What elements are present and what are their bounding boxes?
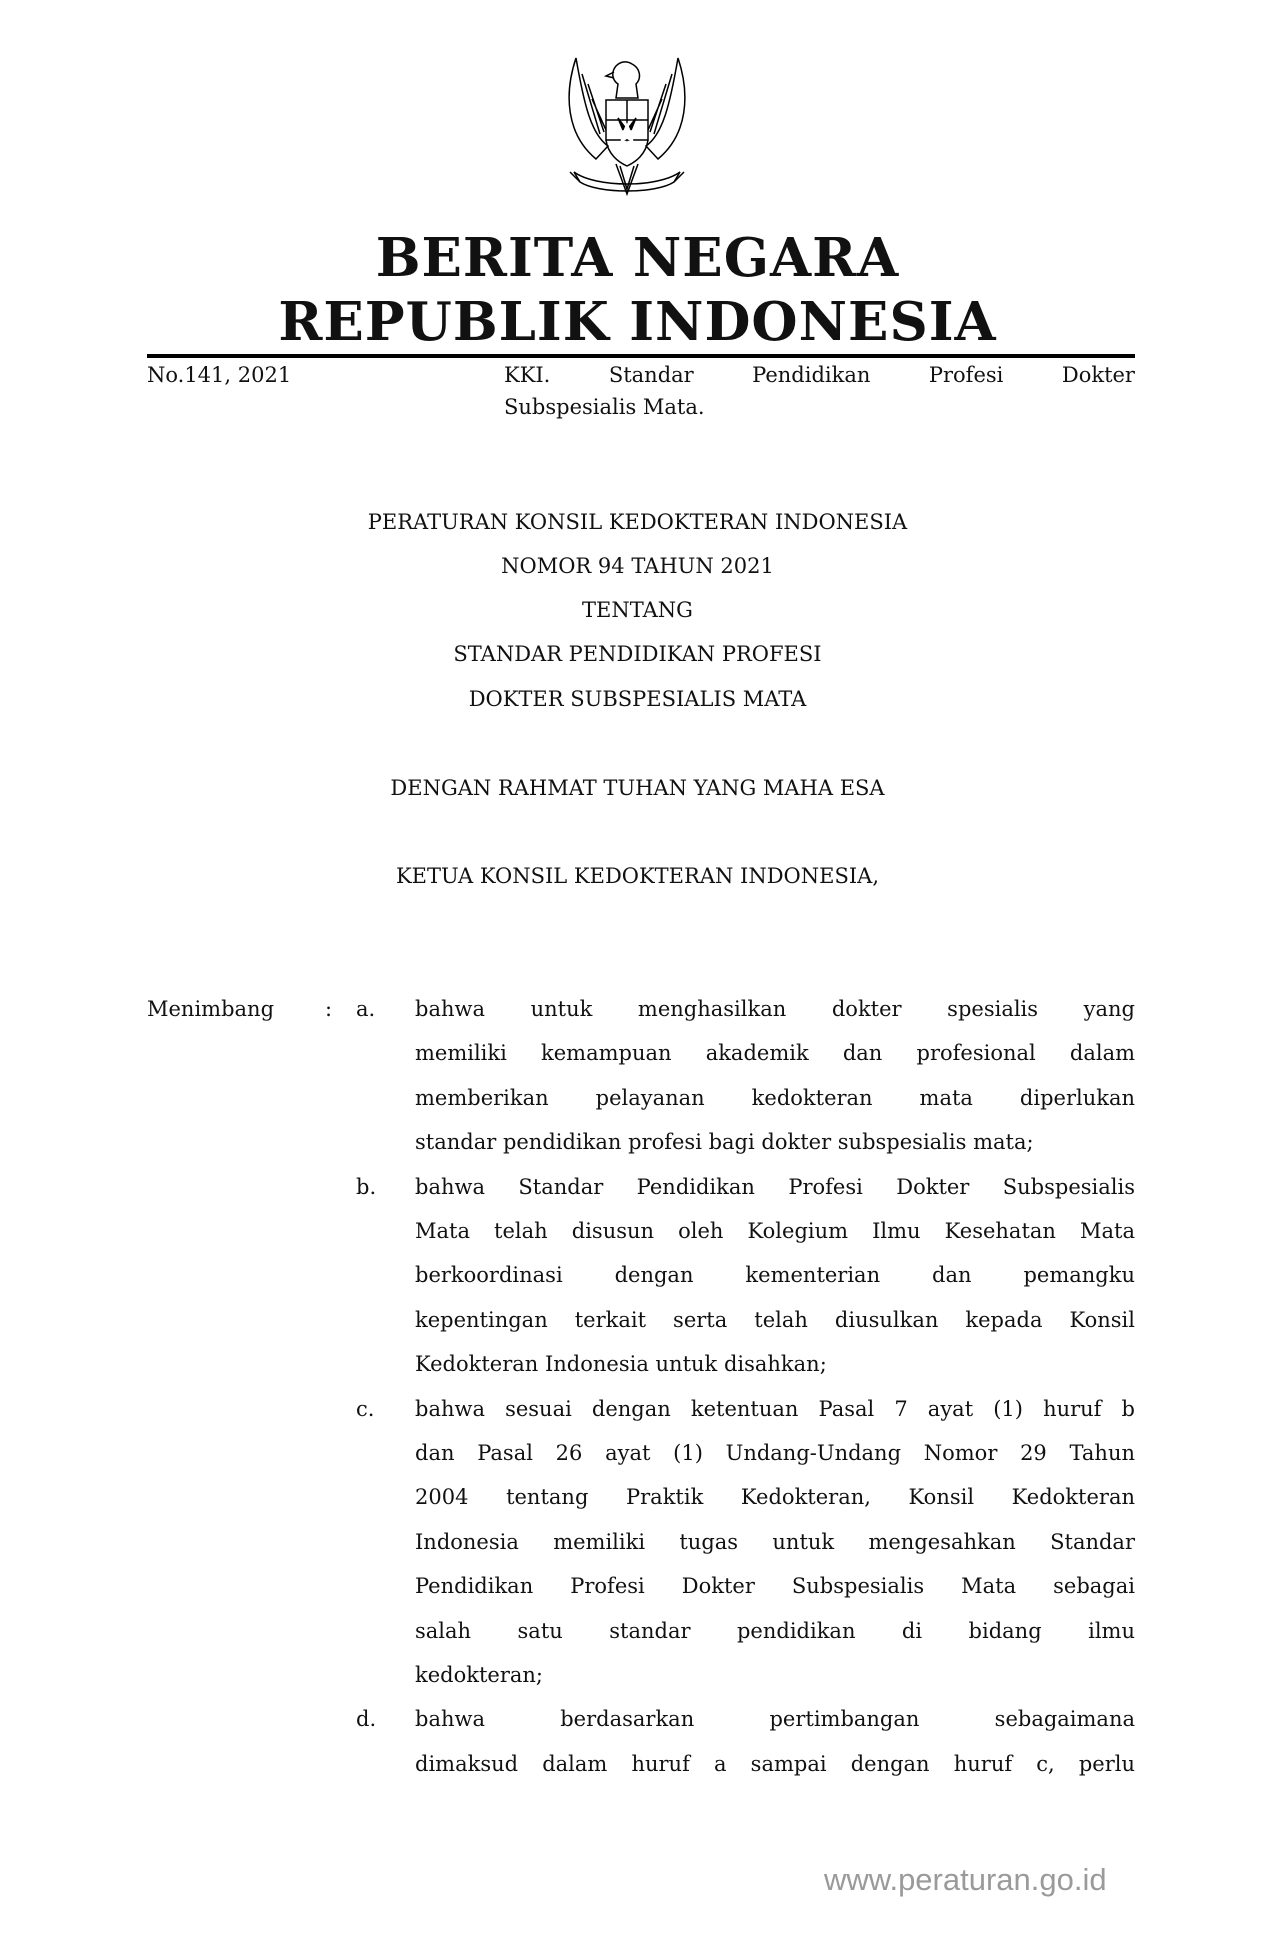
subject-word: KKI.	[504, 363, 551, 387]
regulation-issuer: KETUA KONSIL KEDOKTERAN INDONESIA,	[395, 864, 879, 888]
regulation-subject-line1: STANDAR PENDIDIKAN PROFESI	[453, 642, 822, 666]
subject-word: Profesi	[928, 363, 1004, 387]
item-text-line: bahwa untuk menghasilkan dokter spesialis yang	[415, 997, 1135, 1021]
garuda-emblem-icon	[556, 54, 698, 204]
item-text-line: kepentingan terkait serta telah diusulkan kepada Konsil	[415, 1307, 1135, 1332]
gazette-subject-line2: Subspesialis Mata.	[504, 395, 705, 419]
item-letter: c.	[356, 1396, 375, 1421]
gazette-number: No.141, 2021	[147, 363, 292, 387]
item-text-line: berkoordinasi dengan kementerian dan pemangku	[415, 1263, 1135, 1288]
gazette-title-line2: REPUBLIK INDONESIA	[278, 291, 997, 353]
header-divider	[147, 354, 1135, 358]
item-text-line: bahwa sesuai dengan ketentuan Pasal 7 ayat (1) huruf b	[415, 1396, 1135, 1421]
gazette-title-line1: BERITA NEGARA	[375, 227, 900, 289]
item-text-line: Indonesia memiliki tugas untuk mengesahkan Standar	[415, 1529, 1135, 1554]
regulation-number: NOMOR 94 TAHUN 2021	[501, 554, 774, 578]
item-text-line: dan Pasal 26 ayat (1) Undang-Undang Nomor 29 Tahun	[415, 1441, 1135, 1465]
regulation-about: TENTANG	[582, 598, 693, 622]
menimbang-label: Menimbang	[147, 997, 275, 1021]
gazette-subject-line1	[504, 360, 1135, 390]
item-letter: a.	[356, 997, 376, 1021]
regulation-subject-line2: DOKTER SUBSPESIALIS MATA	[468, 687, 807, 711]
item-text-line: kedokteran;	[415, 1663, 543, 1687]
subject-word: Dokter	[1061, 363, 1135, 387]
item-text-line: bahwa berdasarkan pertimbangan sebagaimana	[415, 1707, 1135, 1732]
item-text-line: 2004 tentang Praktik Kedokteran, Konsil Kedokteran	[415, 1485, 1135, 1510]
website-watermark: www.peraturan.go.id	[824, 1862, 1107, 1897]
regulation-blessing: DENGAN RAHMAT TUHAN YANG MAHA ESA	[390, 776, 885, 800]
subject-word: Standar	[608, 363, 694, 387]
item-text-line: dimaksud dalam huruf a sampai dengan huruf c, perlu	[415, 1751, 1135, 1776]
menimbang-colon: :	[325, 997, 333, 1021]
item-text-line: bahwa Standar Pendidikan Profesi Dokter Subspesialis	[415, 1174, 1135, 1199]
item-text-line: memberikan pelayanan kedokteran mata diperlukan	[415, 1085, 1135, 1110]
item-letter: b.	[356, 1174, 377, 1199]
subject-word: Pendidikan	[752, 363, 871, 387]
item-text-line: memiliki kemampuan akademik dan profesional dalam	[415, 1041, 1135, 1066]
item-text-line: standar pendidikan profesi bagi dokter subspesialis mata;	[415, 1130, 1034, 1155]
item-letter: d.	[356, 1707, 377, 1732]
item-text-line: Mata telah disusun oleh Kolegium Ilmu Kesehatan Mata	[415, 1219, 1135, 1243]
item-text-line: Kedokteran Indonesia untuk disahkan;	[415, 1352, 827, 1377]
item-text-line: salah satu standar pendidikan di bidang ilmu	[415, 1618, 1135, 1643]
item-text-line: Pendidikan Profesi Dokter Subspesialis Mata sebagai	[415, 1574, 1135, 1599]
regulation-title: PERATURAN KONSIL KEDOKTERAN INDONESIA	[367, 510, 908, 534]
